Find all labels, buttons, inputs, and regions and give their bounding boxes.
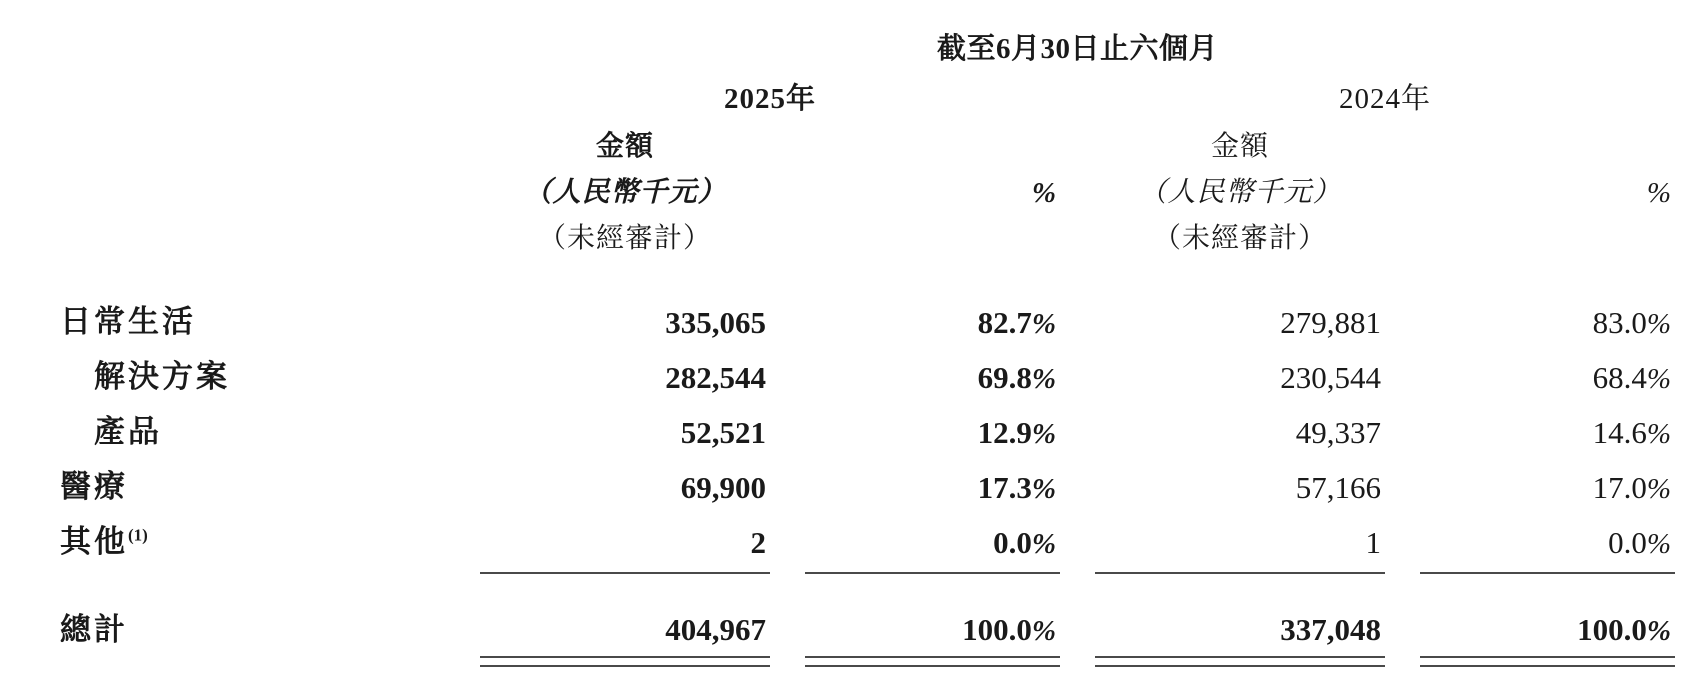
row-gap-3 xyxy=(1385,461,1420,516)
header-gap-cell-8 xyxy=(1060,170,1095,216)
header-gap-cell-9 xyxy=(1385,170,1420,216)
header-gap-cell-4 xyxy=(1060,124,1095,170)
percent-symbol: % xyxy=(1031,615,1056,647)
row-amount-2024: 1 xyxy=(1365,525,1381,560)
row-amount-2024: 57,166 xyxy=(1295,470,1381,505)
percent-symbol: % xyxy=(1646,418,1672,450)
header-amount-label-2025: 金額 xyxy=(595,131,654,162)
row-gap xyxy=(770,516,805,571)
total-gap xyxy=(770,604,805,657)
header-gap-cell xyxy=(1060,76,1095,124)
header-blank-cell-5 xyxy=(60,216,480,296)
header-gap-cell-14 xyxy=(1420,216,1675,296)
row-pct-2025 xyxy=(805,351,1060,406)
row-pct-2024 xyxy=(1420,296,1675,351)
row-amount-2024: 49,337 xyxy=(1295,415,1381,450)
header-gap-cell-5 xyxy=(1385,124,1420,170)
header-unaudited-2025: （未經審計） xyxy=(537,223,712,254)
percent-symbol: % xyxy=(1031,418,1056,450)
row-gap-3 xyxy=(1385,516,1420,571)
row-pct-2025 xyxy=(805,406,1060,461)
row-gap-2 xyxy=(1060,461,1095,516)
dbl-gap-2 xyxy=(1060,657,1095,666)
table-row xyxy=(60,516,1675,571)
row-gap-2 xyxy=(1060,296,1095,351)
row-pct-2024 xyxy=(1420,461,1675,516)
header-gap-cell-11 xyxy=(805,216,1060,296)
total-gap-2 xyxy=(1060,604,1095,657)
table-row xyxy=(60,296,1675,351)
percent-symbol: % xyxy=(1646,528,1672,560)
header-period-row xyxy=(60,0,1675,76)
row-pct-2024-value: 83.0 xyxy=(1592,305,1647,340)
row-label: 醫療 xyxy=(60,469,128,504)
row-amount-2025: 282,544 xyxy=(665,360,766,395)
header-blank-cell-2 xyxy=(60,76,480,124)
dbl-pct-2025 xyxy=(805,657,1060,666)
percent-symbol: % xyxy=(1646,473,1672,505)
row-gap-3 xyxy=(1385,296,1420,351)
header-currency-2025: （人民幣千元） xyxy=(523,177,727,208)
row-pct-2024-value: 17.0 xyxy=(1592,470,1647,505)
header-period-title: 截至6月30日止六個月 xyxy=(937,33,1219,65)
row-pct-2025 xyxy=(805,461,1060,516)
row-pct-2025-value: 0.0 xyxy=(993,525,1032,560)
dbl-pct-2024 xyxy=(1420,657,1675,666)
header-gap-cell-10 xyxy=(770,216,805,296)
row-gap xyxy=(770,296,805,351)
percent-symbol: % xyxy=(1031,528,1056,560)
percent-symbol: % xyxy=(1646,363,1672,395)
row-gap xyxy=(770,406,805,461)
percent-symbol: % xyxy=(1031,363,1056,395)
total-pct-2025 xyxy=(805,604,1060,657)
row-pct-2025 xyxy=(805,296,1060,351)
header-blank-cell-4 xyxy=(60,170,480,216)
row-label: 解決方案 xyxy=(94,359,230,394)
dbl-gap-3 xyxy=(1385,657,1420,666)
header-unaudited-2024: （未經審計） xyxy=(1152,223,1327,254)
row-amount-2024: 279,881 xyxy=(1280,305,1381,340)
row-pct-2025-value: 82.7 xyxy=(977,305,1032,340)
row-pct-2024-value: 14.6 xyxy=(1592,415,1647,450)
total-amount-2025: 404,967 xyxy=(665,612,766,647)
header-blank-cell-3 xyxy=(60,124,480,170)
table-header xyxy=(60,0,1675,296)
dbl-amount-2024 xyxy=(1095,657,1385,666)
total-amount-2024: 337,048 xyxy=(1280,612,1381,647)
row-pct-2024 xyxy=(1420,516,1675,571)
header-year-2024: 2024年 xyxy=(1339,83,1432,115)
row-amount-2025: 52,521 xyxy=(680,415,766,450)
total-pct-2024-value: 100.0 xyxy=(1577,612,1647,647)
table-row xyxy=(60,351,1675,406)
row-gap-2 xyxy=(1060,406,1095,461)
total-pct-2024 xyxy=(1420,604,1675,657)
row-amount-2025: 69,900 xyxy=(680,470,766,505)
row-pct-2024-value: 0.0 xyxy=(1608,525,1647,560)
table-body xyxy=(60,296,1675,666)
header-percent-2025: % xyxy=(1031,177,1056,209)
row-gap-3 xyxy=(1385,351,1420,406)
row-pct-2025 xyxy=(805,516,1060,571)
header-gap-cell-6 xyxy=(1420,124,1675,170)
percent-symbol: % xyxy=(1031,308,1056,340)
row-gap-2 xyxy=(1060,351,1095,406)
percent-symbol: % xyxy=(1646,308,1672,340)
row-pct-2025-value: 12.9 xyxy=(977,415,1032,450)
row-gap-3 xyxy=(1385,406,1420,461)
row-amount-2025: 2 xyxy=(750,525,766,560)
row-gap xyxy=(770,461,805,516)
row-pct-2024-value: 68.4 xyxy=(1592,360,1647,395)
row-amount-2024: 230,544 xyxy=(1280,360,1381,395)
header-unaudited-row xyxy=(60,216,1675,296)
row-pct-2024 xyxy=(1420,351,1675,406)
header-gap-cell-12 xyxy=(1060,216,1095,296)
header-gap-cell-7 xyxy=(770,170,805,216)
header-year-row xyxy=(60,76,1675,124)
header-currency-row xyxy=(60,170,1675,216)
percent-symbol: % xyxy=(1646,615,1672,647)
total-row xyxy=(60,604,1675,657)
dbl-amount-2025 xyxy=(480,657,770,666)
row-label-text: 其他 xyxy=(60,524,128,559)
header-currency-2024: （人民幣千元） xyxy=(1138,177,1342,208)
total-pct-2025-value: 100.0 xyxy=(962,612,1032,647)
spacer-cell xyxy=(60,573,1675,604)
header-year-2025: 2025年 xyxy=(723,83,816,115)
row-gap-2 xyxy=(1060,516,1095,571)
footnote-marker: (1) xyxy=(128,525,148,545)
header-amount-row xyxy=(60,124,1675,170)
header-gap-cell-13 xyxy=(1385,216,1420,296)
header-percent-2024: % xyxy=(1646,177,1672,209)
header-amount-label-2024: 金額 xyxy=(1210,131,1269,162)
total-label: 總計 xyxy=(60,612,128,647)
row-label: 日常生活 xyxy=(60,304,196,339)
total-double-rule-row xyxy=(60,657,1675,666)
dbl-gap xyxy=(770,657,805,666)
row-pct-2024 xyxy=(1420,406,1675,461)
dbl-blank xyxy=(60,657,480,666)
segment-revenue-table xyxy=(60,0,1675,667)
row-pct-2025-value: 69.8 xyxy=(977,360,1032,395)
row-amount-2025: 335,065 xyxy=(665,305,766,340)
header-gap-cell-2 xyxy=(770,124,805,170)
row-gap xyxy=(770,351,805,406)
total-gap-3 xyxy=(1385,604,1420,657)
header-gap-cell-3 xyxy=(805,124,1060,170)
row-label xyxy=(60,516,480,571)
percent-symbol: % xyxy=(1031,473,1056,505)
spacer-row xyxy=(60,573,1675,604)
table-row xyxy=(60,406,1675,461)
row-pct-2025-value: 17.3 xyxy=(977,470,1032,505)
header-blank-cell xyxy=(60,0,480,76)
row-label: 產品 xyxy=(94,414,162,449)
table-row xyxy=(60,461,1675,516)
